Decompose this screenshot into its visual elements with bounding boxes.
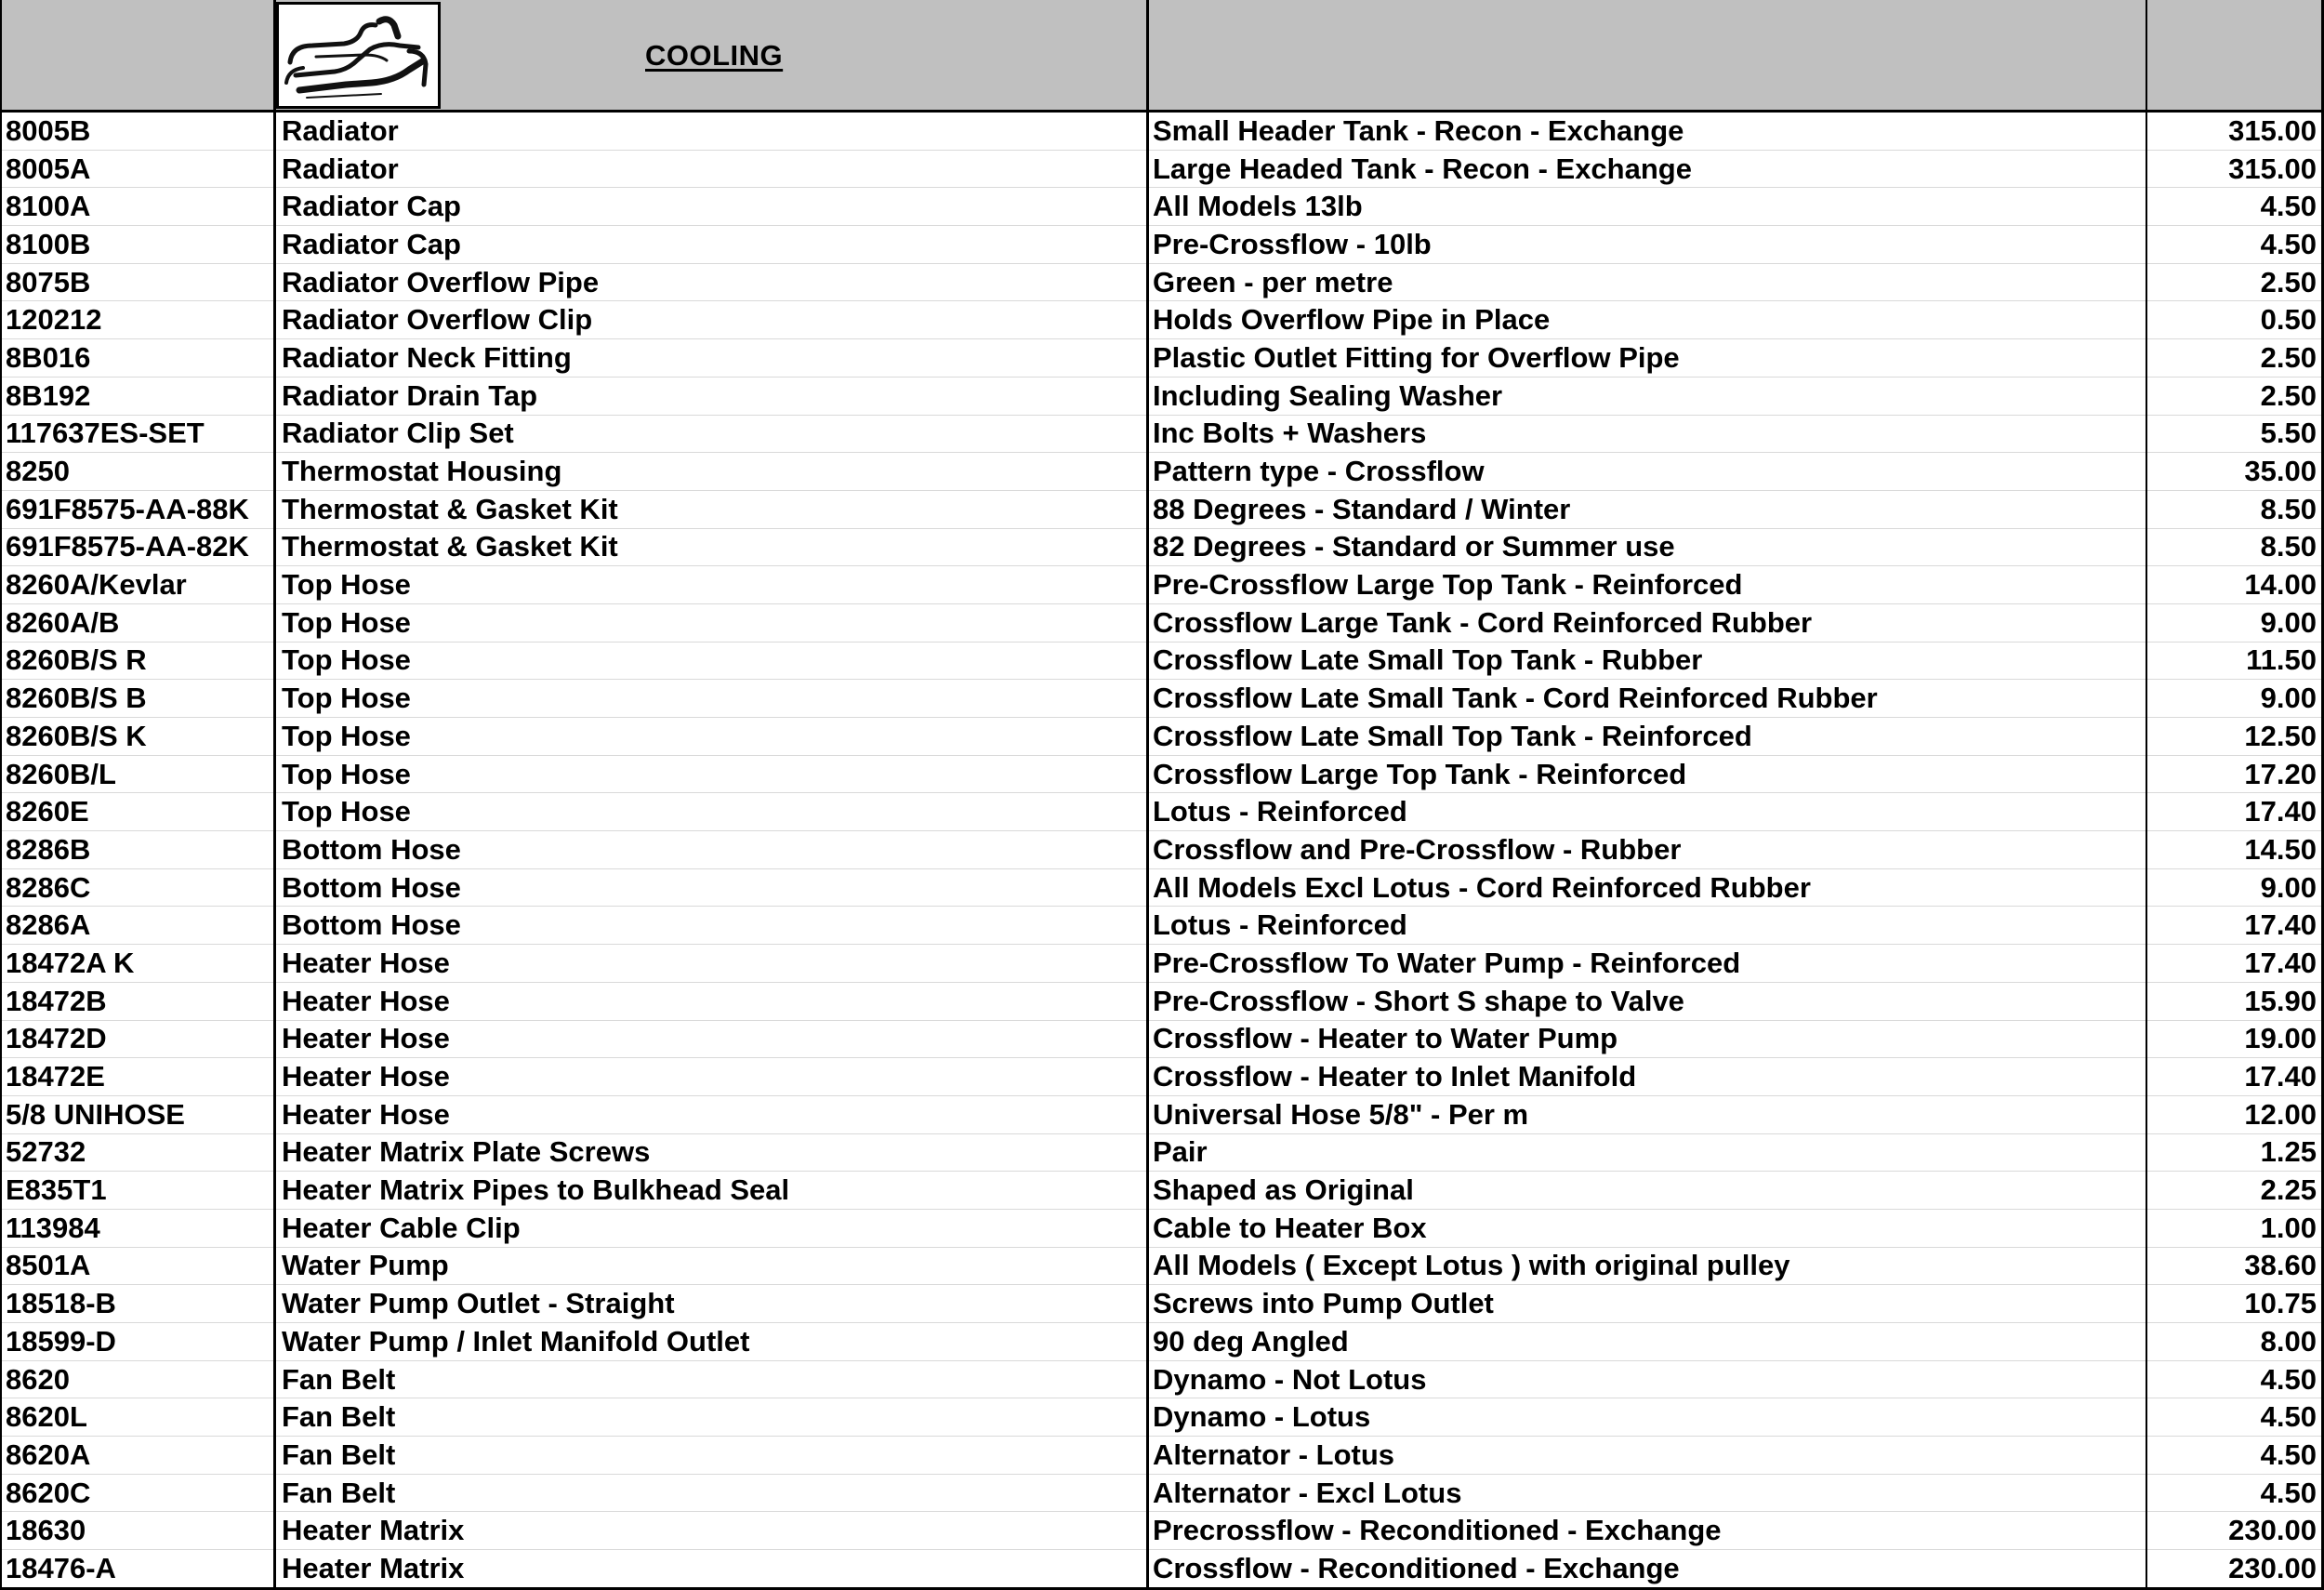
part-code-cell: 8250	[6, 455, 70, 488]
part-price-cell: 8.50	[2260, 530, 2317, 563]
part-price-cell: 15.90	[2244, 984, 2317, 1017]
table-row	[0, 1285, 2324, 1323]
table-row	[0, 378, 2324, 416]
table-row	[0, 1398, 2324, 1437]
part-name-cell: Water Pump / Inlet Manifold Outlet	[282, 1324, 750, 1358]
part-description-cell: Pattern type - Crossflow	[1153, 455, 1485, 488]
part-name-cell: Fan Belt	[282, 1438, 396, 1471]
part-price-cell: 12.00	[2244, 1097, 2317, 1131]
part-name-cell: Fan Belt	[282, 1476, 396, 1509]
part-price-cell: 5.50	[2260, 417, 2317, 450]
part-name-cell: Radiator Drain Tap	[282, 378, 538, 412]
table-row	[0, 831, 2324, 869]
part-name-cell: Heater Matrix Plate Screws	[282, 1135, 651, 1169]
table-row	[0, 416, 2324, 454]
part-code-cell: 691F8575-AA-82K	[6, 530, 249, 563]
part-price-cell: 2.50	[2260, 340, 2317, 374]
part-code-cell: 8286B	[6, 832, 91, 866]
part-price-cell: 17.20	[2244, 757, 2317, 790]
part-description-cell: Inc Bolts + Washers	[1153, 417, 1427, 450]
part-description-cell: Crossflow Late Small Top Tank - Rubber	[1153, 643, 1703, 677]
part-code-cell: 8620C	[6, 1476, 91, 1509]
table-row	[0, 1361, 2324, 1399]
part-name-cell: Heater Hose	[282, 1022, 450, 1055]
part-code-cell: 8005A	[6, 152, 91, 185]
cooling-hoses-icon	[276, 2, 441, 109]
part-name-cell: Heater Hose	[282, 946, 450, 979]
part-code-cell: 8620A	[6, 1438, 91, 1471]
part-code-cell: 8260B/S K	[6, 719, 147, 752]
part-name-cell: Radiator Overflow Clip	[282, 303, 593, 337]
table-row	[0, 1210, 2324, 1248]
part-name-cell: Bottom Hose	[282, 832, 461, 866]
part-price-cell: 2.25	[2260, 1173, 2317, 1207]
table-row	[0, 756, 2324, 794]
part-price-cell: 12.50	[2244, 719, 2317, 752]
part-price-cell: 8.50	[2260, 492, 2317, 525]
parts-table	[0, 113, 2324, 1588]
part-description-cell: Small Header Tank - Recon - Exchange	[1153, 113, 1684, 147]
table-row	[0, 151, 2324, 189]
part-description-cell: All Models 13lb	[1153, 190, 1363, 223]
table-row	[0, 1248, 2324, 1286]
table-row	[0, 1512, 2324, 1550]
part-code-cell: 8005B	[6, 113, 91, 147]
part-description-cell: Lotus - Reinforced	[1153, 908, 1407, 942]
part-name-cell: Heater Cable Clip	[282, 1211, 521, 1244]
section-title: COOLING	[645, 39, 784, 72]
part-price-cell: 35.00	[2244, 455, 2317, 488]
table-row	[0, 301, 2324, 339]
table-row	[0, 1096, 2324, 1134]
part-description-cell: Cable to Heater Box	[1153, 1211, 1427, 1244]
part-description-cell: All Models ( Except Lotus ) with original pulley	[1153, 1249, 1790, 1282]
part-description-cell: Shaped as Original	[1153, 1173, 1414, 1207]
part-code-cell: 18472A K	[6, 946, 135, 979]
part-description-cell: Crossflow Large Top Tank - Reinforced	[1153, 757, 1687, 790]
part-price-cell: 17.40	[2244, 795, 2317, 828]
part-description-cell: Precrossflow - Reconditioned - Exchange	[1153, 1514, 1722, 1547]
part-name-cell: Thermostat & Gasket Kit	[282, 530, 618, 563]
part-description-cell: Green - per metre	[1153, 265, 1393, 298]
part-description-cell: Large Headed Tank - Recon - Exchange	[1153, 152, 1692, 185]
part-price-cell: 19.00	[2244, 1022, 2317, 1055]
table-row	[0, 983, 2324, 1021]
part-code-cell: 18630	[6, 1514, 86, 1547]
part-price-cell: 315.00	[2228, 113, 2317, 147]
part-code-cell: 117637ES-SET	[6, 417, 205, 450]
part-name-cell: Heater Matrix	[282, 1552, 465, 1585]
header-cell-code	[0, 0, 275, 112]
part-name-cell: Radiator Overflow Pipe	[282, 265, 600, 298]
part-price-cell: 14.00	[2244, 568, 2317, 602]
part-code-cell: 18518-B	[6, 1287, 116, 1320]
table-row	[0, 643, 2324, 681]
table-row	[0, 945, 2324, 983]
part-description-cell: Crossflow - Heater to Water Pump	[1153, 1022, 1618, 1055]
part-name-cell: Radiator	[282, 113, 399, 147]
part-code-cell: 18472B	[6, 984, 107, 1017]
part-price-cell: 9.00	[2260, 870, 2317, 904]
part-description-cell: Crossflow Late Small Top Tank - Reinforced	[1153, 719, 1752, 752]
header-cell-description	[1147, 0, 2146, 112]
table-row	[0, 718, 2324, 756]
part-price-cell: 1.25	[2260, 1135, 2317, 1169]
part-code-cell: 8075B	[6, 265, 91, 298]
part-price-cell: 2.50	[2260, 265, 2317, 298]
part-price-cell: 4.50	[2260, 1438, 2317, 1471]
part-name-cell: Top Hose	[282, 757, 411, 790]
part-name-cell: Water Pump	[282, 1249, 449, 1282]
part-price-cell: 4.50	[2260, 1400, 2317, 1434]
table-row	[0, 491, 2324, 529]
table-row	[0, 1437, 2324, 1475]
part-description-cell: Pre-Crossflow - Short S shape to Valve	[1153, 984, 1684, 1017]
table-row	[0, 453, 2324, 491]
part-name-cell: Thermostat Housing	[282, 455, 562, 488]
table-row	[0, 1550, 2324, 1588]
part-code-cell: 18472E	[6, 1060, 105, 1093]
part-name-cell: Fan Belt	[282, 1362, 396, 1396]
table-row	[0, 604, 2324, 643]
part-name-cell: Heater Matrix Pipes to Bulkhead Seal	[282, 1173, 790, 1207]
part-name-cell: Top Hose	[282, 568, 411, 602]
part-code-cell: 18599-D	[6, 1324, 116, 1358]
table-row	[0, 1172, 2324, 1210]
part-description-cell: Crossflow and Pre-Crossflow - Rubber	[1153, 832, 1682, 866]
part-code-cell: 8100B	[6, 227, 91, 260]
part-name-cell: Top Hose	[282, 719, 411, 752]
part-description-cell: Lotus - Reinforced	[1153, 795, 1407, 828]
part-code-cell: 8100A	[6, 190, 91, 223]
part-name-cell: Radiator Clip Set	[282, 417, 514, 450]
part-name-cell: Water Pump Outlet - Straight	[282, 1287, 675, 1320]
part-price-cell: 17.40	[2244, 1060, 2317, 1093]
part-description-cell: Crossflow - Heater to Inlet Manifold	[1153, 1060, 1637, 1093]
part-code-cell: 8286C	[6, 870, 91, 904]
part-description-cell: Crossflow - Reconditioned - Exchange	[1153, 1552, 1680, 1585]
part-name-cell: Radiator	[282, 152, 399, 185]
part-code-cell: 8286A	[6, 908, 91, 942]
part-name-cell: Top Hose	[282, 682, 411, 715]
part-price-cell: 14.50	[2244, 832, 2317, 866]
part-code-cell: 8260E	[6, 795, 89, 828]
part-price-cell: 0.50	[2260, 303, 2317, 337]
part-code-cell: 8B016	[6, 340, 91, 374]
part-code-cell: E835T1	[6, 1173, 107, 1207]
part-description-cell: Crossflow Large Tank - Cord Reinforced Rubber	[1153, 605, 1813, 639]
part-description-cell: Plastic Outlet Fitting for Overflow Pipe	[1153, 340, 1680, 374]
part-description-cell: Pre-Crossflow To Water Pump - Reinforced	[1153, 946, 1741, 979]
part-price-cell: 4.50	[2260, 227, 2317, 260]
part-description-cell: Dynamo - Not Lotus	[1153, 1362, 1427, 1396]
table-row	[0, 1058, 2324, 1096]
part-code-cell: 120212	[6, 303, 102, 337]
part-code-cell: 8B192	[6, 378, 91, 412]
part-price-cell: 230.00	[2228, 1514, 2317, 1547]
table-row	[0, 907, 2324, 945]
part-code-cell: 113984	[6, 1211, 100, 1244]
part-name-cell: Bottom Hose	[282, 870, 461, 904]
part-description-cell: Pre-Crossflow - 10lb	[1153, 227, 1432, 260]
part-price-cell: 315.00	[2228, 152, 2317, 185]
part-code-cell: 8501A	[6, 1249, 91, 1282]
part-description-cell: Alternator - Excl Lotus	[1153, 1476, 1462, 1509]
part-price-cell: 11.50	[2246, 643, 2317, 677]
table-row	[0, 188, 2324, 226]
part-price-cell: 4.50	[2260, 1476, 2317, 1509]
part-name-cell: Radiator Neck Fitting	[282, 340, 572, 374]
part-name-cell: Fan Belt	[282, 1400, 396, 1434]
part-code-cell: 8260A/B	[6, 605, 120, 639]
part-name-cell: Radiator Cap	[282, 190, 461, 223]
part-price-cell: 4.50	[2260, 1362, 2317, 1396]
part-name-cell: Top Hose	[282, 643, 411, 677]
part-description-cell: Dynamo - Lotus	[1153, 1400, 1371, 1434]
table-row	[0, 1475, 2324, 1513]
column-divider	[273, 0, 276, 1590]
part-name-cell: Top Hose	[282, 605, 411, 639]
part-code-cell: 8260B/S R	[6, 643, 147, 677]
part-price-cell: 9.00	[2260, 682, 2317, 715]
part-name-cell: Heater Matrix	[282, 1514, 465, 1547]
part-price-cell: 38.60	[2244, 1249, 2317, 1282]
part-code-cell: 8260A/Kevlar	[6, 568, 187, 602]
part-name-cell: Heater Hose	[282, 1097, 450, 1131]
table-row	[0, 793, 2324, 831]
part-name-cell: Radiator Cap	[282, 227, 461, 260]
column-divider	[0, 0, 2, 1590]
part-price-cell: 17.40	[2244, 946, 2317, 979]
part-description-cell: 82 Degrees - Standard or Summer use	[1153, 530, 1675, 563]
table-row	[0, 1021, 2324, 1059]
column-divider	[1146, 0, 1149, 1590]
table-row	[0, 264, 2324, 302]
table-row	[0, 680, 2324, 718]
table-row	[0, 1134, 2324, 1173]
table-row	[0, 529, 2324, 567]
part-code-cell: 8260B/L	[6, 757, 116, 790]
part-name-cell: Bottom Hose	[282, 908, 461, 942]
part-code-cell: 18472D	[6, 1022, 107, 1055]
part-description-cell: Including Sealing Washer	[1153, 378, 1503, 412]
part-price-cell: 2.50	[2260, 378, 2317, 412]
column-divider	[2146, 0, 2147, 1590]
part-price-cell: 4.50	[2260, 190, 2317, 223]
part-code-cell: 5/8 UNIHOSE	[6, 1097, 185, 1131]
part-price-cell: 10.75	[2244, 1287, 2317, 1320]
part-price-cell: 8.00	[2260, 1324, 2317, 1358]
table-row	[0, 869, 2324, 908]
table-row	[0, 339, 2324, 378]
part-code-cell: 18476-A	[6, 1552, 116, 1585]
part-code-cell: 8260B/S B	[6, 682, 147, 715]
part-description-cell: 88 Degrees - Standard / Winter	[1153, 492, 1571, 525]
header-cell-price	[2146, 0, 2324, 112]
table-row	[0, 226, 2324, 264]
table-row	[0, 566, 2324, 604]
part-description-cell: 90 deg Angled	[1153, 1324, 1349, 1358]
part-description-cell: Pre-Crossflow Large Top Tank - Reinforced	[1153, 568, 1743, 602]
part-price-cell: 230.00	[2228, 1552, 2317, 1585]
part-price-cell: 1.00	[2260, 1211, 2317, 1244]
part-price-cell: 17.40	[2244, 908, 2317, 942]
part-description-cell: Universal Hose 5/8" - Per m	[1153, 1097, 1529, 1131]
part-name-cell: Heater Hose	[282, 1060, 450, 1093]
part-description-cell: Alternator - Lotus	[1153, 1438, 1395, 1471]
part-price-cell: 9.00	[2260, 605, 2317, 639]
part-description-cell: All Models Excl Lotus - Cord Reinforced Rubber	[1153, 870, 1811, 904]
part-name-cell: Thermostat & Gasket Kit	[282, 492, 618, 525]
part-description-cell: Holds Overflow Pipe in Place	[1153, 303, 1551, 337]
part-code-cell: 8620L	[6, 1400, 87, 1434]
part-code-cell: 8620	[6, 1362, 70, 1396]
part-name-cell: Heater Hose	[282, 984, 450, 1017]
part-code-cell: 691F8575-AA-88K	[6, 492, 249, 525]
part-description-cell: Screws into Pump Outlet	[1153, 1287, 1494, 1320]
table-row	[0, 1323, 2324, 1361]
part-description-cell: Pair	[1153, 1135, 1208, 1169]
part-description-cell: Crossflow Late Small Tank - Cord Reinforced Rubber	[1153, 682, 1878, 715]
part-name-cell: Top Hose	[282, 795, 411, 828]
part-code-cell: 52732	[6, 1135, 86, 1169]
table-row	[0, 113, 2324, 151]
